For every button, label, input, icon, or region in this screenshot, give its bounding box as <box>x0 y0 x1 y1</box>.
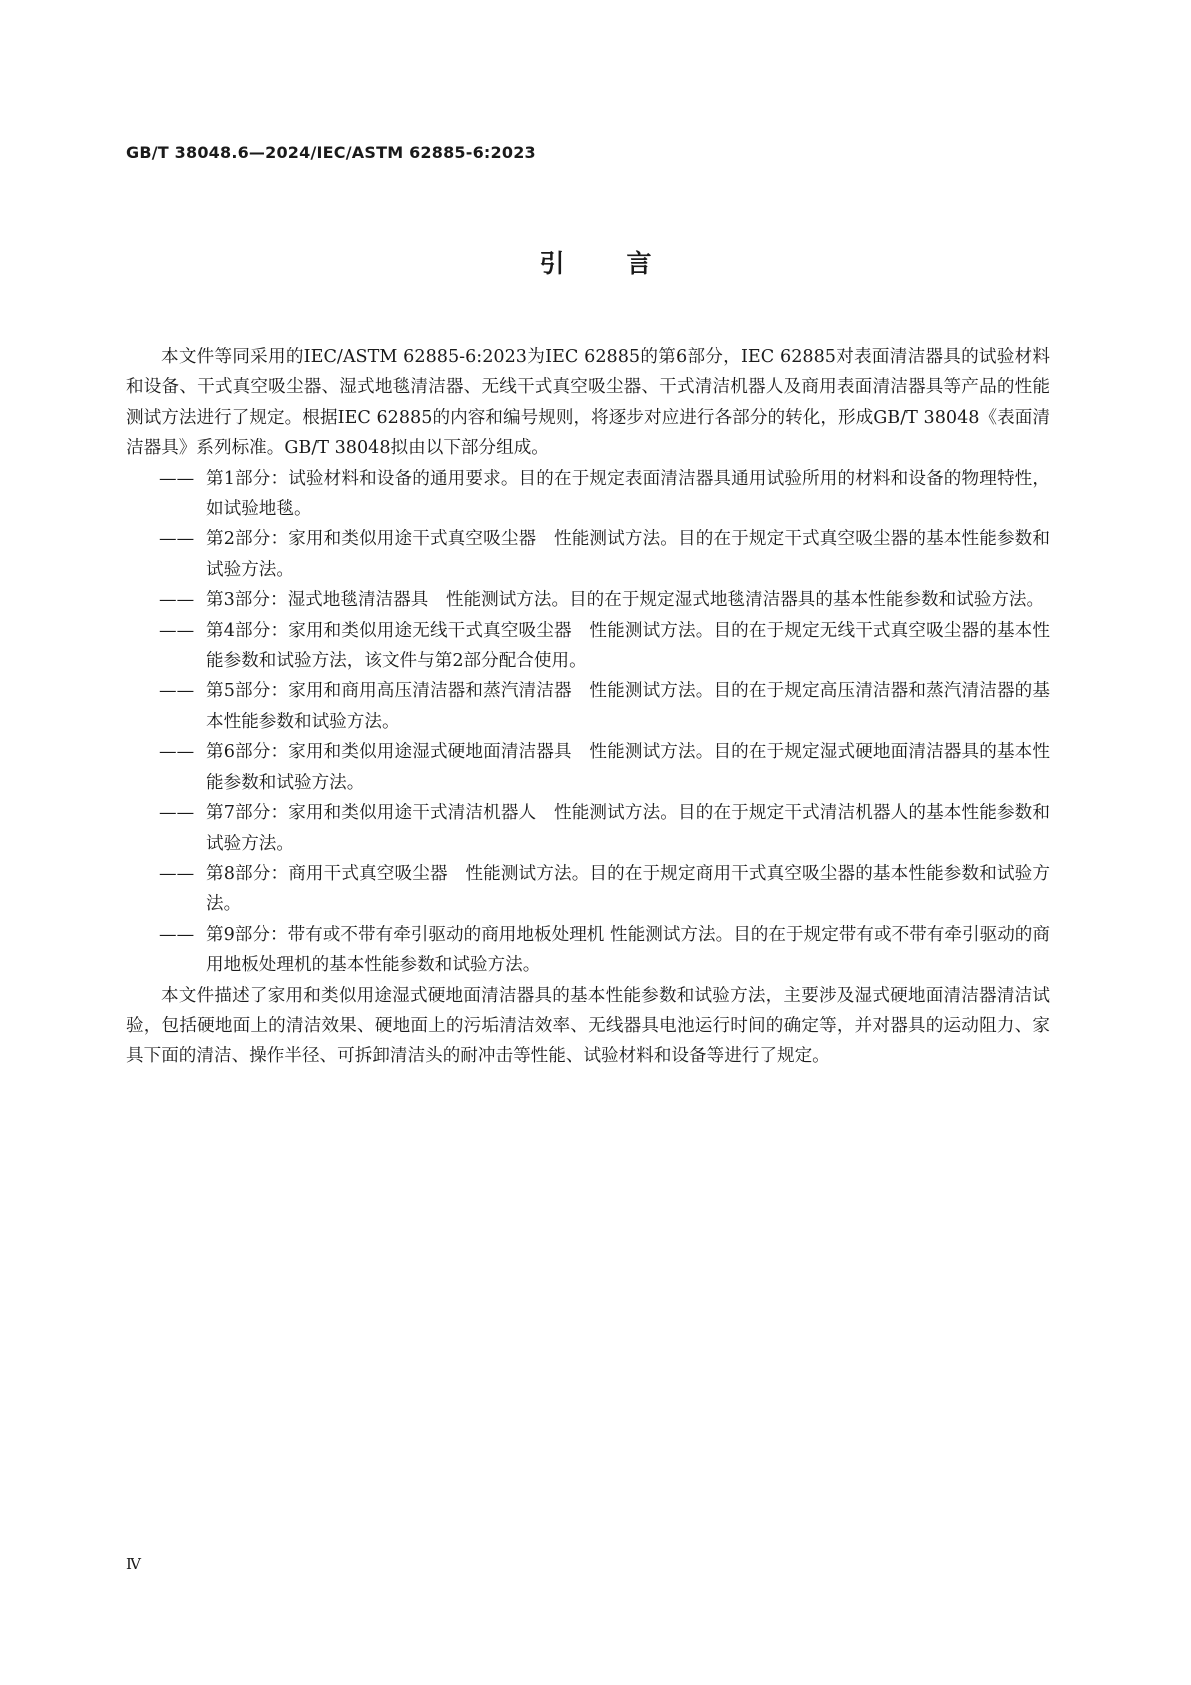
list-item-part-3 <box>126 585 1050 615</box>
part-6-text: 第6部分：家用和类似用途湿式硬地面清洁器具 性能测试方法。目的在于规定湿式硬地面清洁器具的基本性能参数和试验方法。 <box>206 742 1050 793</box>
list-item-part-1 <box>126 464 1050 525</box>
page-number: Ⅳ <box>126 1555 141 1573</box>
part-2-text: 第2部分：家用和类似用途干式真空吸尘器 性能测试方法。目的在于规定干式真空吸尘器的基本性能参数和试验方法。 <box>206 529 1050 580</box>
parts-list <box>126 464 1050 981</box>
list-dash: —— <box>159 620 195 641</box>
list-dash: —— <box>159 468 195 489</box>
list-item-part-9 <box>126 920 1050 981</box>
list-item-part-4 <box>126 616 1050 677</box>
list-item-part-6 <box>126 737 1050 798</box>
list-item-part-7 <box>126 798 1050 859</box>
part-5-text: 第5部分：家用和商用高压清洁器和蒸汽清洁器 性能测试方法。目的在于规定高压清洁器和蒸汽清洁器的基本性能参数和试验方法。 <box>206 681 1050 732</box>
list-item-part-8 <box>126 859 1050 920</box>
list-dash: —— <box>159 803 195 824</box>
part-9-text: 第9部分：带有或不带有牵引驱动的商用地板处理机 性能测试方法。目的在于规定带有或不带有牵引驱动的商用地板处理机的基本性能参数和试验方法。 <box>206 924 1050 976</box>
list-dash: —— <box>159 529 195 550</box>
part-7-text: 第7部分：家用和类似用途干式清洁机器人 性能测试方法。目的在于规定干式清洁机器人的基本性能参数和试验方法。 <box>206 803 1050 854</box>
intro-paragraph: 本文件等同采用的IEC/ASTM 62885-6:2023为IEC 62885的第6部分，IEC 62885对表面清洁器具的试验材料和设备、干式真空吸尘器、湿式地毯清洁器、无线干式真空吸尘器、干式清洁机器人及商用表面清洁器具等产品的性能测试方法进行了规定。根据IEC 62885的内容和编号规则，将逐步对应进行各部分的转化，形成GB/T 38048《表面清洁器具》系列标准。GB/T 38048拟由以下部分组成。 <box>126 347 1050 459</box>
part-8-text: 第8部分：商用干式真空吸尘器 性能测试方法。目的在于规定商用干式真空吸尘器的基本性能参数和试验方法。 <box>206 863 1050 915</box>
list-dash: —— <box>159 590 195 611</box>
list-dash: —— <box>159 924 195 945</box>
standard-number-header: GB/T 38048.6—2024/IEC/ASTM 62885-6:2023 <box>126 143 536 162</box>
list-dash: —— <box>159 863 195 884</box>
list-dash: —— <box>159 681 195 702</box>
list-item-part-5 <box>126 676 1050 737</box>
introduction-body <box>126 342 1050 1072</box>
closing-paragraph: 本文件描述了家用和类似用途湿式硬地面清洁器具的基本性能参数和试验方法，主要涉及湿式硬地面清洁器清洁试验，包括硬地面上的清洁效果、硬地面上的污垢清洁效率、无线器具电池运行时间的确定等，并对器具的运动阻力、家具下面的清洁、操作半径、可拆卸清洁头的耐冲击等性能、试验材料和设备等进行了规定。 <box>126 985 1050 1067</box>
part-1-text: 第1部分：试验材料和设备的通用要求。目的在于规定表面清洁器具通用试验所用的材料和设备的物理特性，如试验地毯。 <box>206 468 1050 520</box>
list-item-part-2 <box>126 524 1050 585</box>
list-dash: —— <box>159 742 195 763</box>
part-3-text: 第3部分：湿式地毯清洁器具 性能测试方法。目的在于规定湿式地毯清洁器具的基本性能参数和试验方法。 <box>206 590 1045 611</box>
page-title: 引言 <box>539 249 714 278</box>
part-4-text: 第4部分：家用和类似用途无线干式真空吸尘器 性能测试方法。目的在于规定无线干式真空吸尘器的基本性能参数和试验方法，该文件与第2部分配合使用。 <box>206 620 1050 672</box>
